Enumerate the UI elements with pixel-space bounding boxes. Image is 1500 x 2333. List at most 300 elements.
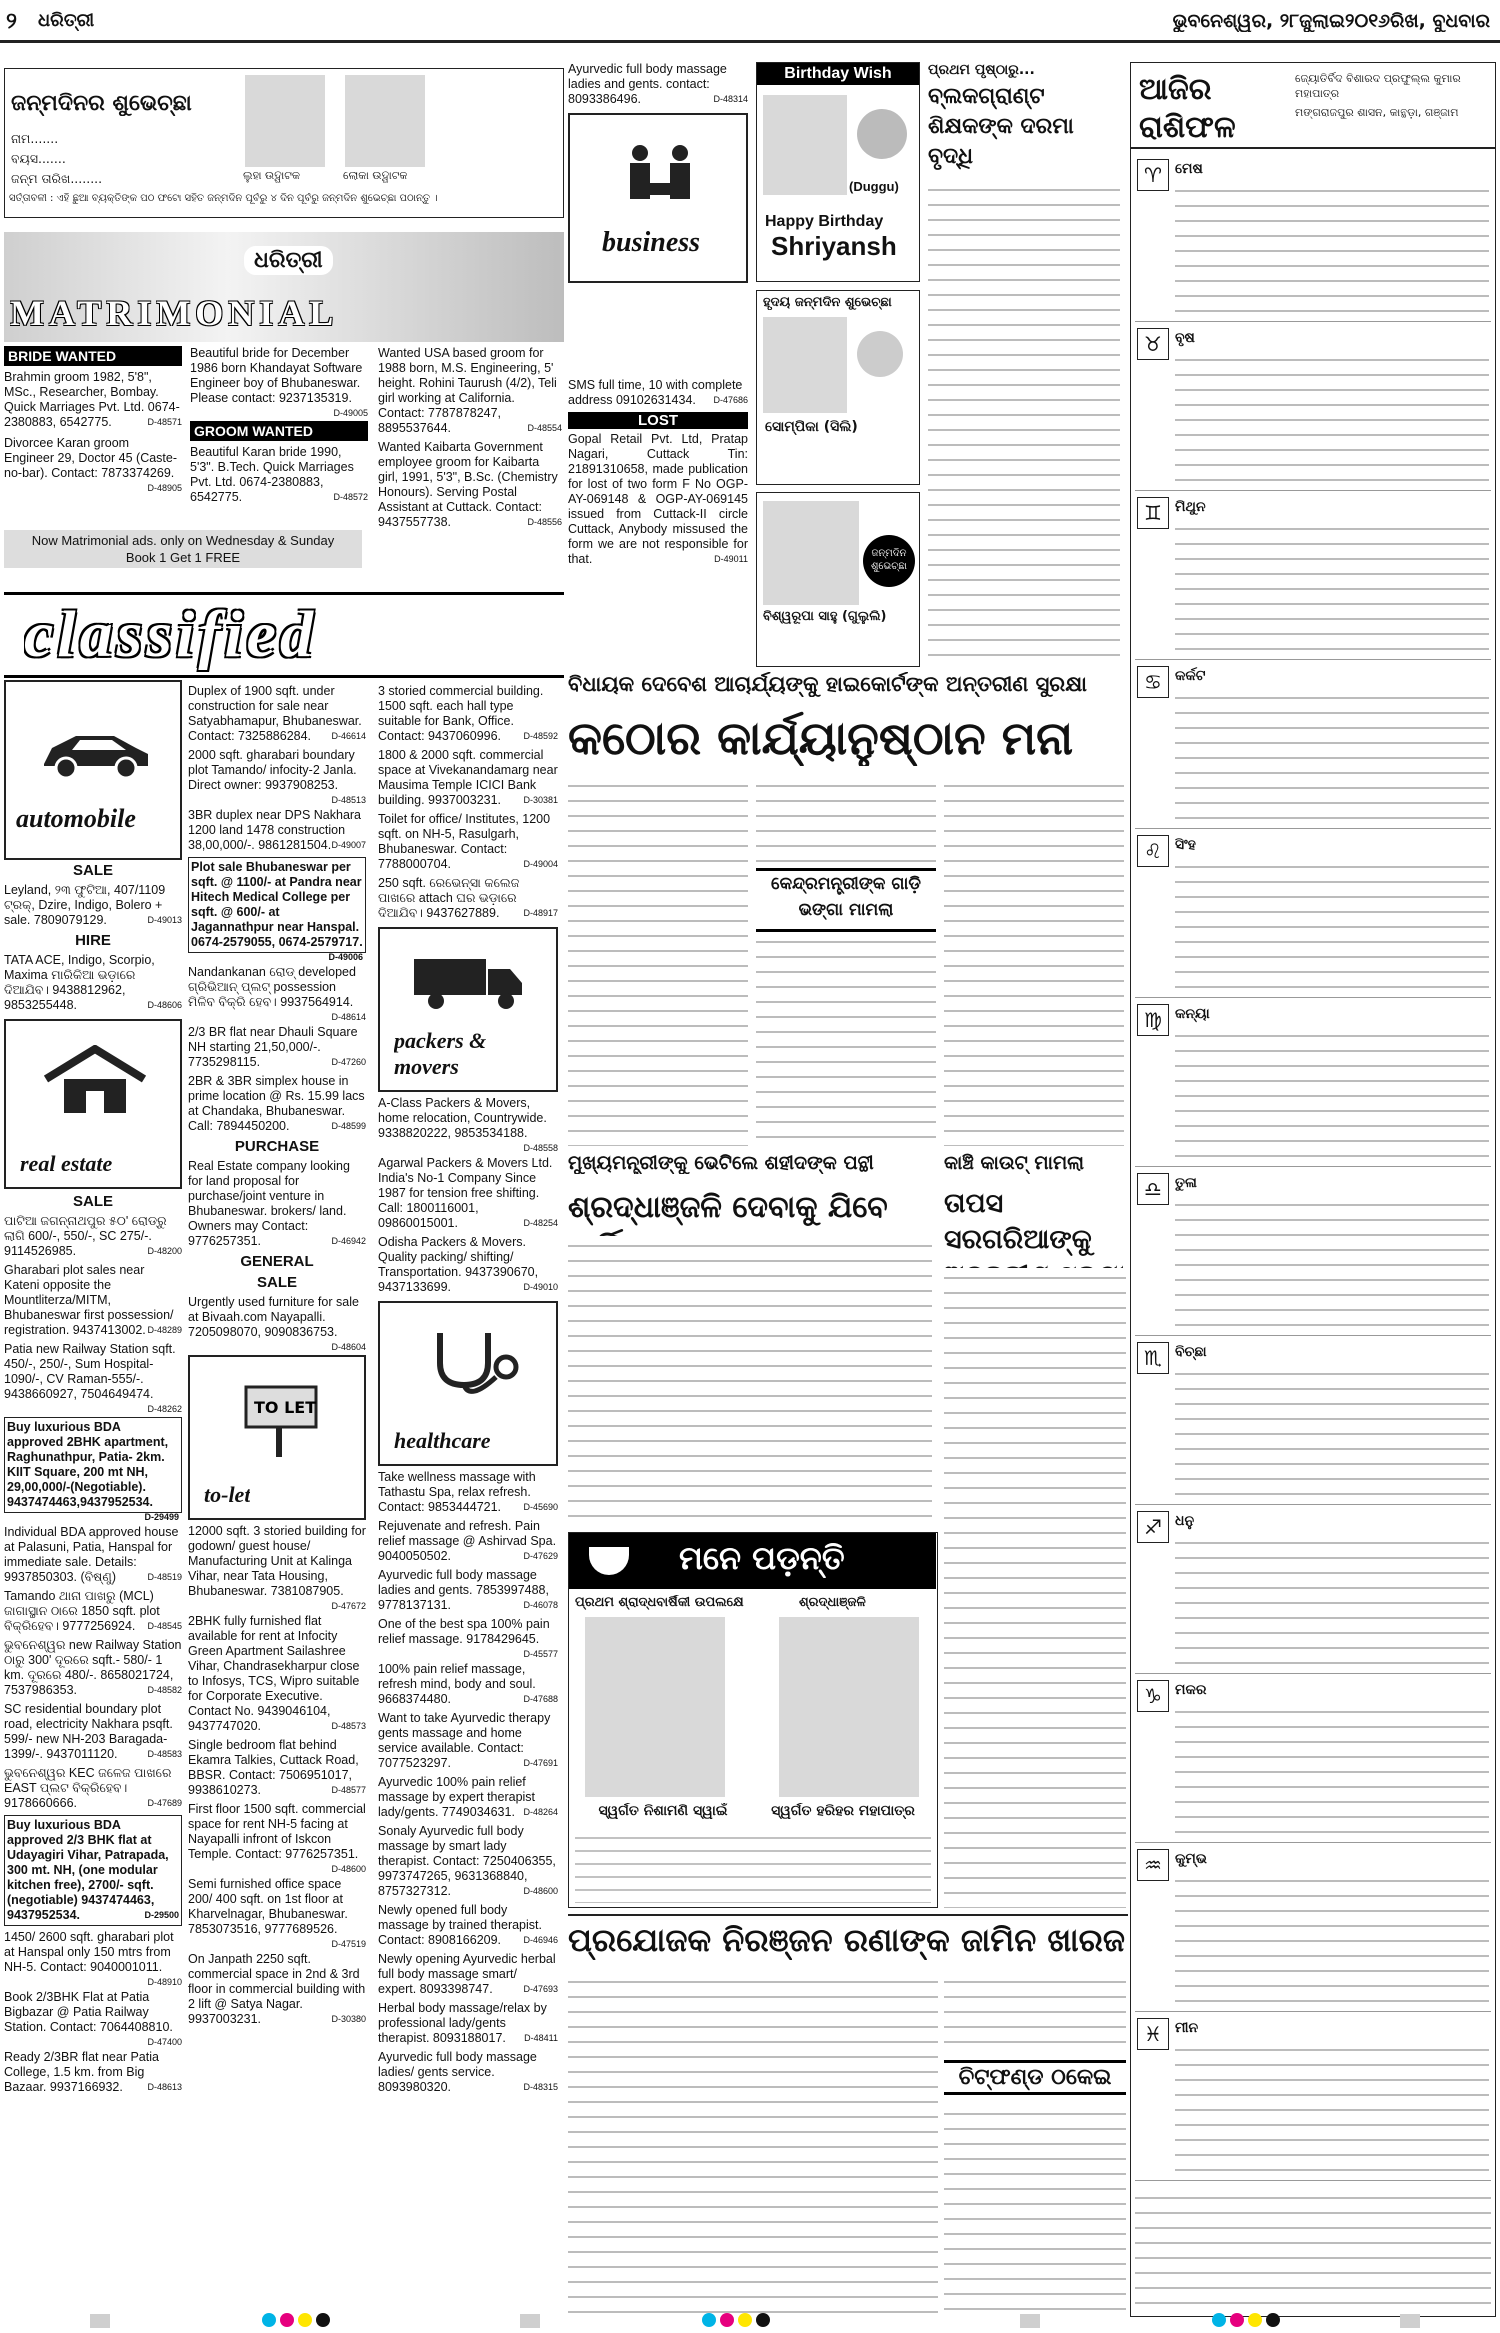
ad-text: Semi furnished office space 200/ 400 sqft. on 1st floor at Kharvelnagar, Bhubaneswar. 7853073516, 9777689526.: [188, 1877, 348, 1936]
ad-text: Plot sale Bhubaneswar per sqft. @ 1100/- at Pandra near Hitech Medical College per sqft. @ 600/- at Jagannathpur near Hanspal. 0674-2579055, 0674-2579717.: [191, 860, 363, 949]
ad-text: Beautiful bride for December 1986 born Khandayat Software Engineer boy of Bhubaneswar. Please contact: 9237135319.: [190, 346, 363, 405]
classified-ad: [378, 1952, 558, 1997]
birthday-second-box: [756, 290, 920, 485]
zodiac-name: ମିଥୁନ: [1175, 499, 1206, 515]
ad-text: Ready 2/3BR flat near Patia College, 1.5 km. from Big Bazaar. 9937166932.: [4, 2050, 159, 2094]
lamp-icon: [589, 1547, 629, 1575]
classified-ad: [188, 1738, 366, 1798]
birthday-third-box: [756, 492, 920, 667]
classified-ad: [188, 1524, 366, 1611]
ad-code: D-48917: [523, 908, 558, 918]
horoscope-title: ଆଜିର ରାଶିଫଳ: [1139, 72, 1236, 145]
zodiac-forecast: [1175, 519, 1489, 653]
ad-text: Herbal body massage/relax by professional lady/gents therapist. 8093188017.: [378, 2001, 547, 2045]
classified-ad: [188, 1877, 366, 1949]
ad-text: One of the best spa 100% pain relief massage. 9178429645.: [378, 1617, 550, 1646]
ad-text: 250 sqft. ରେଭେନ୍ସା କଲେଜ ପାଖରେ attach ଘର ଭଡ଼ାରେ ଦିଆଯିବ। 9437627889.: [378, 876, 520, 920]
classified-ad: [188, 965, 366, 1022]
classified-banner: [4, 592, 564, 678]
classified-ad: [4, 1417, 182, 1522]
ad-text: On Janpath 2250 sqft. commercial space in 2nd & 3rd floor in commercial building with 2 lift @ Satya Nagar. 9937003231.: [188, 1952, 366, 2026]
zodiac-name: ବୃଷ: [1175, 330, 1195, 346]
ad-text: 2000 sqft. gharabari boundary plot Tamando/ infocity-2 Janla. Direct owner: 9937908253.: [188, 748, 357, 792]
chitfund-kicker: ଚିଟ୍‌ଫଣ୍ଡ ଠକେଇ: [944, 2060, 1126, 2095]
real-estate-label: real estate: [20, 1151, 113, 1176]
classified-ad: [4, 883, 182, 928]
ad-code: D-47519: [331, 1939, 366, 1949]
horoscope-footer: [1135, 2188, 1491, 2313]
ad-text: Divorcee Karan groom Engineer 29, Doctor 45 (Caste-no-bar). Contact: 7873374269.: [4, 436, 178, 480]
ad-code: D-48583: [147, 1749, 182, 1759]
zodiac-icon: ♐: [1137, 1511, 1169, 1543]
ad-code: D-30381: [523, 795, 558, 805]
zodiac-name: କୁମ୍ଭ: [1175, 1851, 1207, 1867]
ad-code: D-46614: [331, 731, 366, 741]
photo-caption-1: ଲୁହା ଉଦ୍ଘାଟକ: [243, 169, 301, 182]
ad-code: D-49005: [333, 408, 368, 418]
ad-text: Ayurvedic full body massage ladies and gents. contact: 8093386496.: [568, 62, 727, 106]
zodiac-name: କର୍କଟ: [1175, 668, 1206, 684]
ad-code: D-48556: [527, 517, 562, 527]
classified-ad: [378, 1519, 558, 1564]
obituary-box: [568, 1532, 938, 1908]
section-sale: SALE: [256, 1274, 297, 1291]
classified-ad: [4, 1638, 182, 1698]
ad-code: D-48905: [147, 483, 182, 493]
ad-code: D-48519: [147, 1572, 182, 1582]
ad-code: D-47689: [147, 1798, 182, 1808]
classified-ad: [188, 1159, 366, 1249]
ad-text: Sonaly Ayurvedic full body massage by smart lady therapist. Contact: 7250406355, 9973747265, 9631368840, 8757327312.: [378, 1824, 556, 1898]
ad-code: D-48289: [147, 1325, 182, 1335]
zodiac-forecast: [1175, 2040, 1489, 2174]
classified-ad: [378, 748, 558, 808]
story-headline: ବ୍ଲକଗ୍ରାଣ୍ଟ ଶିକ୍ଷକଙ୍କ ଦରମା ବୃଦ୍ଧି: [928, 84, 1074, 169]
zodiac-icon: ♏: [1137, 1342, 1169, 1374]
classified-ad: [4, 1525, 182, 1585]
ad-text: 12000 sqft. 3 storied building for godown/ guest house/ Manufacturing Unit at Kalinga Vihar, near Tata Housing, Bhubaneswar. 7381087905.: [188, 1524, 366, 1598]
ad-text: 2BHK fully furnished flat available for rent at Infocity Green Apartment Sailashree Vihar, Chandrasekharpur close to Infosys, TCS, Wipro suitable for Corporate Executive. Contact No. 9439046104, 9437747020.: [188, 1614, 360, 1733]
matrimonial-title: MATRIMONIAL: [10, 293, 339, 333]
ad-text: Newly opened full body massage by trained therapist. Contact: 8908166209.: [378, 1903, 542, 1947]
ad-text: Buy luxurious BDA approved 2/3 BHK flat at Udayagiri Vihar, Patrapada, 300 mt. NH, (one modular kitchen free), 2700/- sqft. (negotiable) 9437474463, 9437952534.: [7, 1818, 169, 1922]
zodiac-forecast: [1175, 1702, 1489, 1836]
birthday-greeting: Happy Birthday: [765, 213, 884, 230]
zodiac-icon: ♑: [1137, 1680, 1169, 1712]
main-story-body-left: [568, 776, 748, 1146]
truck-icon: [410, 953, 528, 1018]
zodiac-icon: ♎: [1137, 1173, 1169, 1205]
form-field-age: ବୟସ.......: [11, 151, 66, 166]
cm-kicker: ମୁଖ୍ୟମନ୍ତ୍ରୀଙ୍କୁ ଭେଟିଲେ ଶହୀଦଙ୍କ ପନ୍ଥୀ: [568, 1152, 874, 1174]
classified-ad: [188, 1952, 366, 2027]
form-field-name: ନାମ.......: [11, 131, 59, 146]
classified-ad: [378, 2001, 558, 2046]
ad-code: D-48571: [147, 417, 182, 427]
classified-ad: [378, 1662, 558, 1707]
matrimonial-ads: [4, 346, 564, 586]
classified-ad: [378, 1470, 558, 1515]
zodiac-icon: ♒: [1137, 1849, 1169, 1881]
ad-code: D-48262: [147, 1404, 182, 1414]
story-body: [928, 180, 1120, 667]
obit2-title: ଶ୍ରଦ୍ଧାଞ୍ଜଳି: [799, 1595, 866, 1610]
ad-code: D-48200: [147, 1246, 182, 1256]
classified-ad: [378, 1711, 558, 1771]
groom-wanted-title: GROOM WANTED: [190, 421, 368, 441]
to-let-box: [188, 1355, 366, 1520]
nickname: (Duggu): [849, 179, 899, 194]
bride-wanted-title: BRIDE WANTED: [4, 346, 182, 366]
ad-code: D-29500: [144, 1910, 179, 1920]
classified-ad: [378, 1156, 558, 1231]
ad-code: D-48613: [147, 2082, 182, 2092]
ad-code: D-48315: [523, 2082, 558, 2092]
story-kicker: ପ୍ରଥମ ପୃଷ୍ଠାରୁ...: [928, 62, 1035, 78]
zodiac-name: ସିଂହ: [1175, 837, 1196, 853]
zodiac-forecast: [1175, 1533, 1489, 1667]
classified-ad: [4, 1214, 182, 1259]
classified-ad: [188, 1295, 366, 1352]
ad-text: Nandankanan ରୋଡ୍ developed ଗ୍ରିଭିଆନ୍ ପ୍ଲଟ୍ possession ମିଳିବ ବିକ୍ରି ହେବ। 9937564914.: [188, 965, 356, 1009]
ad-text: 2/3 BR flat near Dhauli Square NH starting 21,50,000/-. 7735298115.: [188, 1025, 358, 1069]
ad-text: 3 storied commercial building. 1500 sqft. each hall type suitable for Bank, Office. Contact: 9437060996.: [378, 684, 544, 743]
horoscope-entry-11: [1135, 1843, 1491, 2012]
second-bday-title: ହୃଦୟ ଜନ୍ମଦିନ ଶୁଭେଚ୍ଛା: [763, 295, 892, 310]
classified-ad: [4, 1766, 182, 1811]
ad-text: 100% pain relief massage, refresh mind, body and soul. 9668374480.: [378, 1662, 536, 1706]
block-grant-story: [928, 62, 1120, 667]
zodiac-icon: ♈: [1137, 159, 1169, 191]
ad-text: 2BR & 3BR simplex house in prime location @ Rs. 15.99 lacs at Chandaka, Bhubaneswar. Call: 7894450200.: [188, 1074, 365, 1133]
ad-text: Urgently used furniture for sale at Bivaah.com Nayapalli. 7205098070, 9090836753.: [188, 1295, 359, 1339]
matrimonial-banner: [4, 232, 564, 342]
classified-column-1: [4, 680, 182, 2320]
ad-code: D-48592: [523, 731, 558, 741]
ad-code: D-48572: [333, 492, 368, 502]
classified-ad: [378, 1235, 558, 1295]
child-photo: [763, 95, 847, 195]
sub-story-box: [756, 868, 936, 932]
bday-badge: ଜନ୍ମଦିନ ଶୁଭେଚ୍ଛା: [863, 535, 915, 587]
form-field-dob: ଜନ୍ମ ତାରିଖ........: [11, 171, 103, 186]
ad-code: D-49013: [147, 915, 182, 925]
mane-padanti-banner: [569, 1533, 936, 1589]
ad-code: D-48573: [331, 1721, 366, 1731]
business-label: business: [602, 227, 701, 258]
classified-ad: [188, 1074, 366, 1134]
ad-code: D-47629: [523, 1551, 558, 1561]
mane-padanti-title: ମନେ ପଡ଼ନ୍ତି: [679, 1539, 845, 1577]
stethoscope-icon: [410, 1327, 528, 1412]
tapas-headline: ତାପସ ସରଗରିଆଙ୍କୁ: [944, 1188, 1092, 1255]
lost-title: LOST: [568, 412, 748, 429]
ad-code: D-46078: [523, 1600, 558, 1610]
ad-text: Odisha Packers & Movers. Quality packing/ shifting/ Transportation. 9437390670, 9437133699.: [378, 1235, 539, 1294]
ad-text: Duplex of 1900 sqft. under construction for sale near Satyabhamapur, Bhubaneswar. Contact: 7325886284.: [188, 684, 362, 743]
section-sale: SALE: [72, 862, 113, 879]
healthcare-label: healthcare: [394, 1428, 491, 1453]
zodiac-forecast: [1175, 181, 1489, 315]
ad-code: D-48554: [527, 423, 562, 433]
classified-ad: [378, 1824, 558, 1899]
zodiac-name: କନ୍ୟା: [1175, 1006, 1210, 1022]
zodiac-icon: ♍: [1137, 1004, 1169, 1036]
obit-photo-1: [585, 1617, 725, 1797]
horoscope-entry-12: [1135, 2012, 1491, 2181]
section-purchase: PURCHASE: [234, 1138, 320, 1155]
ad-text: Rejuvenate and refresh. Pain relief massage @ Ashirvad Spa. 9040050502.: [378, 1519, 557, 1563]
house-icon: [36, 1045, 154, 1120]
child-photo-2: [345, 75, 425, 167]
ad-text: Wanted USA based groom for 1988 born, M.S. Engineering, 5' height. Rohini Taurush (4/2), Teli girl working at California. Contact: 7787878247, 8895537644.: [378, 346, 557, 435]
zodiac-forecast: [1175, 1195, 1489, 1329]
tapas-story-body: [944, 1268, 1126, 1908]
masthead-logo: ଧରିତ୍ରୀ: [38, 10, 95, 31]
zodiac-icon: ♉: [1137, 328, 1169, 360]
page-header: [0, 0, 1500, 62]
ad-text: 3BR duplex near DPS Nakhara 1200 land 1478 construction 38,00,000/-. 9861281504.: [188, 808, 362, 852]
classified-ad: [378, 1617, 558, 1659]
birthday-form-title: ଜନ୍ମଦିନର ଶୁଭେଚ୍ଛା: [11, 91, 192, 116]
zodiac-name: ମୀନ: [1175, 2020, 1199, 2036]
classified-ad: [4, 1589, 182, 1634]
ad-code: D-49011: [714, 554, 748, 564]
ad-code: D-30380: [331, 2014, 366, 2024]
horoscope-entry-4: [1135, 660, 1491, 829]
business-people-icon: [612, 143, 708, 218]
ad-code: D-46946: [523, 1935, 558, 1945]
ad-text: First floor 1500 sqft. commercial space for rent NH-5 facing at Nayapalli infront of Iskcon Temple. Contact: 9776257351.: [188, 1802, 366, 1861]
ad-text: ପାଟିଆ ଜଗନ୍ନାଥପୁର ୫୦' ରୋଡ୍‌ରୁ ଲାଗି 600/-, 550/-, SC 275/-. 9114526985.: [4, 1214, 167, 1258]
ad-code: D-49007: [331, 840, 366, 850]
zodiac-name: ତୁଳା: [1175, 1175, 1197, 1191]
ad-text: Patia new Railway Station sqft. 450/-, 250/-, Sum Hospital-1090/-, CV Raman-555/-. 9438660927, 7504649474.: [4, 1342, 176, 1401]
chitfund-story-body: [944, 2104, 1126, 2322]
ad-text: Take wellness massage with Tathastu Spa, relax refresh. Contact: 9853444721.: [378, 1470, 536, 1514]
obit1-title: ପ୍ରଥମ ଶ୍ରାଦ୍ଧବାର୍ଷିକୀ ଉପଲକ୍ଷେ: [575, 1595, 744, 1610]
ad-text: Buy luxurious BDA approved 2BHK apartment, Raghunathpur, Patia- 2km. KIIT Square, 200 mt NH, 29,00,000/-(Negotiable). 9437474463,9437952534.: [7, 1420, 169, 1509]
form-footer: ସର୍ତ୍ତାବଳୀ : ଏହି ଛୁଆ ବ୍ୟକ୍ତିଙ୍କ ପଠ ଫଟୋ ସହିତ ଜନ୍ମଦିନ ପୂର୍ବରୁ ୪ ଦିନ ପୂର୍ବରୁ ଜନ୍ମଦିନ ଶୁଭେଚ୍ଛା ପଠାନ୍ତୁ ।: [9, 193, 438, 204]
classified-ad: [4, 1990, 182, 2047]
classified-ad: [378, 684, 558, 744]
horoscope-entry-8: [1135, 1336, 1491, 1505]
ad-text: 1800 & 2000 sqft. commercial space at Vivekanandamarg near Mausima Temple ICICI Bank building. 9937003231.: [378, 748, 558, 807]
classified-ad: [188, 1802, 366, 1874]
horoscope-entry-5: [1135, 829, 1491, 998]
zodiac-forecast: [1175, 1026, 1489, 1160]
zodiac-forecast: [1175, 857, 1489, 991]
ad-code: D-48599: [331, 1121, 366, 1131]
kanch-kicker: କାଞ୍ଚି କାଉଟ୍ ମାମଲା: [944, 1152, 1085, 1174]
birthday-wish-box: [756, 62, 920, 282]
classified-ad: [4, 2050, 182, 2095]
main-headline: କଠୋର କାର୍ଯ୍ୟାନୁଷ୍ଠାନ ମନା: [568, 711, 1074, 765]
birthday-wish-title: Birthday Wish: [757, 63, 919, 85]
classified-ad: [378, 1775, 558, 1820]
ad-text: Ayurvedic 100% pain relief massage by expert therapist lady/gents. 7749034631.: [378, 1775, 536, 1819]
zodiac-name: ଧନୁ: [1175, 1513, 1195, 1529]
horoscope-panel: [1130, 62, 1496, 2317]
ad-code: D-29499: [144, 1512, 179, 1522]
ad-text: Agarwal Packers & Movers Ltd. India's No-1 Company Since 1987 for tension free shifting. Call: 1800116001, 09860015001.: [378, 1156, 553, 1230]
balloon-icon: [857, 109, 907, 159]
obit-photo-2: [779, 1617, 919, 1797]
classified-column-3: [378, 680, 558, 2320]
classified-ad: [378, 812, 558, 872]
ad-text: ଭୁବନେଶ୍ୱର new Railway Station ଠାରୁ 300' ଦୂରରେ sqft.- 580/- 1 km. ଦୂରରେ 480/-. 8658021724, 7537986353.: [4, 1638, 182, 1697]
dateline: ଭୁବନେଶ୍ୱର, ୨୮ଜୁଲାଇ୨୦୧୬ରିଖ, ବୁଧବାର: [1172, 10, 1490, 32]
car-icon: [36, 724, 154, 780]
main-story-body-right: [944, 776, 1124, 1146]
svg-text:TO LET: TO LET: [254, 1398, 317, 1417]
classified-ad: [378, 876, 558, 921]
ad-code: D-47400: [147, 2037, 182, 2047]
ad-text: Want to take Ayurvedic therapy gents massage and home service available. Contact: 7077523297.: [378, 1711, 551, 1770]
classified-ad: [4, 1702, 182, 1762]
lost-notice: [568, 378, 748, 658]
zodiac-name: ମେଷ: [1175, 161, 1203, 177]
zodiac-name: ବିଚ୍ଛା: [1175, 1344, 1207, 1360]
sub-story-title: କେନ୍ଦ୍ରମନ୍ତ୍ରୀଙ୍କ ଗାଡ଼ି ଭଙ୍ଗା ମାମଲା: [771, 874, 921, 920]
ad-code: D-48606: [147, 1000, 182, 1010]
ad-code: D-48411: [524, 2033, 558, 2043]
ad-text: ଭୁବନେଶ୍ୱର KEC ଜଳେଜ ପାଖରେ EAST ପ୍ଲଟ ବିକ୍ରିହେବ। 9178660666.: [4, 1766, 172, 1810]
ad-code: D-48604: [331, 1342, 366, 1352]
house-box: [4, 1019, 182, 1189]
horoscope-entry-7: [1135, 1167, 1491, 1336]
ad-text: Book 2/3BHK Flat at Patia Bigbazar @ Patia Railway Station. Contact: 7064408810.: [4, 1990, 173, 2034]
ad-code: D-49004: [523, 859, 558, 869]
classified-title: classified: [24, 598, 317, 671]
classified-ad: [4, 1342, 182, 1414]
producer-headline-wide: ପ୍ରଯୋଜକ ନିରଞ୍ଜନ ରଣାଙ୍କ ଜାମିନ ଖାରଜ: [568, 1921, 1126, 1959]
astrologer-place: ମଙ୍ଗରାଜପୁର ଶାସନ, କାନ୍ଥଡ଼ା, ଗଞ୍ଜାମ: [1295, 106, 1459, 119]
ad-code: D-45577: [523, 1649, 558, 1659]
ad-code: D-47686: [713, 395, 748, 405]
truck-box: [378, 927, 558, 1092]
ad-code: D-47672: [331, 1601, 366, 1611]
ad-code: D-48614: [331, 1012, 366, 1022]
ad-code: D-47691: [523, 1758, 558, 1768]
classified-ad: [188, 808, 366, 853]
classified-ad: [188, 1614, 366, 1734]
matrimonial-notice: [4, 530, 362, 568]
obit-text: [575, 1829, 931, 1903]
classified-ad: [378, 1568, 558, 1613]
ad-text: Brahmin groom 1982, 5'8", MSc., Researcher, Bombay. Quick Marriages Pvt. Ltd. 0674-2380883, 6542775.: [4, 370, 180, 429]
zodiac-forecast: [1175, 1871, 1489, 2005]
classified-ad: [4, 1815, 182, 1926]
to-let-icon: [220, 1381, 338, 1466]
ad-text: Gharabari plot sales near Kateni opposite the Mountliterza/MITM, Bhubaneswar first possession/ registration. 9437413002.: [4, 1263, 174, 1337]
automobile-label: automobile: [16, 804, 136, 833]
horoscope-entry-6: [1135, 998, 1491, 1167]
logo-mark: ଧରିତ୍ରୀ: [244, 246, 333, 275]
ad-text: Real Estate company looking for land proposal for purchase/joint venture in Bhubaneswar. brokers/ land. Owners may Contact: 9776257351.: [188, 1159, 350, 1248]
ad-code: D-49010: [523, 1282, 558, 1292]
ad-code: D-45690: [523, 1502, 558, 1512]
classified-ad: [4, 1263, 182, 1338]
classified-ad: [188, 1025, 366, 1070]
security-kicker: ବିଧାୟକ ଦେବେଶ ଆଚାର୍ଯ୍ୟଙ୍କୁ ହାଇକୋର୍ଟଙ୍କ ଅନ୍ତରୀଣ ସୁରକ୍ଷା: [568, 672, 1087, 696]
classified-ad: [378, 1096, 558, 1153]
ad-code: D-47688: [523, 1694, 558, 1704]
second-bday-name: ସୋମ୍ପିକା (ସିଲି): [765, 419, 858, 435]
ad-code: D-49006: [328, 952, 363, 962]
automobile-box: [4, 680, 182, 860]
zodiac-icon: ♊: [1137, 497, 1169, 529]
ad-text: Individual BDA approved house at Palasuni, Patia, Hanspal for immediate sale. Details: 9937850303. (ବିଷ୍ଣୁ): [4, 1525, 179, 1584]
ad-code: D-47693: [523, 1984, 558, 1994]
zodiac-name: ମକର: [1175, 1682, 1207, 1698]
section-hire: HIRE: [75, 932, 111, 949]
horoscope-entry-2: [1135, 322, 1491, 491]
ad-text: Wanted Kaibarta Government employee groom for Kaibarta girl, 1991, 5'3", B.Sc. (Chemistry Honours). Serving Postal Assistant at Cuttack. Contact: 9437557738.: [378, 440, 558, 529]
classified-ad: [378, 2050, 558, 2095]
kargil-story-body: [568, 1236, 932, 1526]
ad-code: D-48545: [147, 1621, 182, 1631]
ad-text: TATA ACE, Indigo, Scorpio, Maxima ମାରିକିଆ ଭଡ଼ାରେ ଦିଆଯିବ। 9438812962, 9853255448.: [4, 953, 155, 1012]
horoscope-entry-1: [1135, 153, 1491, 322]
main-story-body-mid2: [756, 932, 936, 1146]
zodiac-forecast: [1175, 1364, 1489, 1498]
zodiac-forecast: [1175, 350, 1489, 484]
ad-code: D-48600: [331, 1864, 366, 1874]
producer-story-body: [568, 1972, 938, 2322]
ad-text: SMS full time, 10 with complete address 09102631434.: [568, 378, 743, 407]
birthday-name: Shriyansh: [771, 231, 897, 261]
page-number: ୨: [6, 8, 17, 33]
third-bday-name: ବିଶ୍ୱରୂପା ସାହୁ (ଗୁଲୁଲି): [763, 609, 887, 624]
zodiac-icon: ♌: [1137, 835, 1169, 867]
ad-code: D-48582: [147, 1685, 182, 1695]
ad-text: A-Class Packers & Movers, home relocation, Countrywide. 9338820222, 9853534188.: [378, 1096, 547, 1140]
kargil-headline: ଶ୍ରଦ୍ଧାଞ୍ଜଳି ଦେବାକୁ ଯିବେ: [568, 1190, 888, 1225]
ad-text: Tamando ଥାନା ପାଖରୁ (MCL) ଜାଗାସ୍ଥାନ ଠାରେ 1850 sqft. plot ବିକ୍ରିହେବ। 9777256924.: [4, 1589, 160, 1633]
horoscope-entry-10: [1135, 1674, 1491, 1843]
obit2-name: ସ୍ୱର୍ଗତ ହରିହର ମହାପାତ୍ର: [771, 1803, 915, 1819]
section-sale: SALE: [72, 1193, 113, 1210]
classified-ad: [188, 748, 366, 805]
zodiac-icon: ♋: [1137, 666, 1169, 698]
ad-text: Toilet for office/ Institutes, 1200 sqft. on NH-5, Rasulgarh, Bhubaneswar. Contact: 7788000704.: [378, 812, 551, 871]
child-photo: [763, 501, 859, 605]
child-photo: [763, 317, 847, 413]
business-box: [568, 113, 748, 283]
packers-movers-label: packers & movers: [394, 1028, 487, 1079]
ad-text: Ayurvedic full body massage ladies/ gents service. 8093980320.: [378, 2050, 537, 2094]
print-marks: [0, 2310, 1500, 2330]
zodiac-icon: ♓: [1137, 2018, 1169, 2050]
main-story-body-mid: [756, 776, 936, 864]
ad-text: Leyland, ୨୩ ଫୁଟିଆ, 407/1109 ଟ୍ରକ୍, Dzire, Indigo, Bolero + sale. 7809079129.: [4, 883, 166, 927]
section-general: GENERAL: [240, 1253, 314, 1270]
classified-ad: [378, 1903, 558, 1948]
ad-text: Ayurvedic full body massage ladies and gents. 7853997488, 9778137131.: [378, 1568, 549, 1612]
classified-ad: [188, 857, 366, 962]
ad-text: SC residential boundary plot road, electricity Nakhara psqft. 599/- new NH-203 Baragada-1399/-. 9437011120.: [4, 1702, 173, 1761]
classified-ad: [4, 953, 182, 1013]
classified-ad: [188, 684, 366, 744]
child-photo-1: [245, 75, 325, 167]
horoscope-entry-9: [1135, 1505, 1491, 1674]
ad-code: D-48264: [523, 1807, 558, 1817]
offer-text: Book 1 Get 1 FREE: [125, 550, 241, 565]
ad-code: D-48314: [713, 94, 748, 104]
notice-text: Now Matrimonial ads. only on Wednesday & Sunday: [31, 533, 335, 548]
stethoscope-box: [378, 1301, 558, 1466]
